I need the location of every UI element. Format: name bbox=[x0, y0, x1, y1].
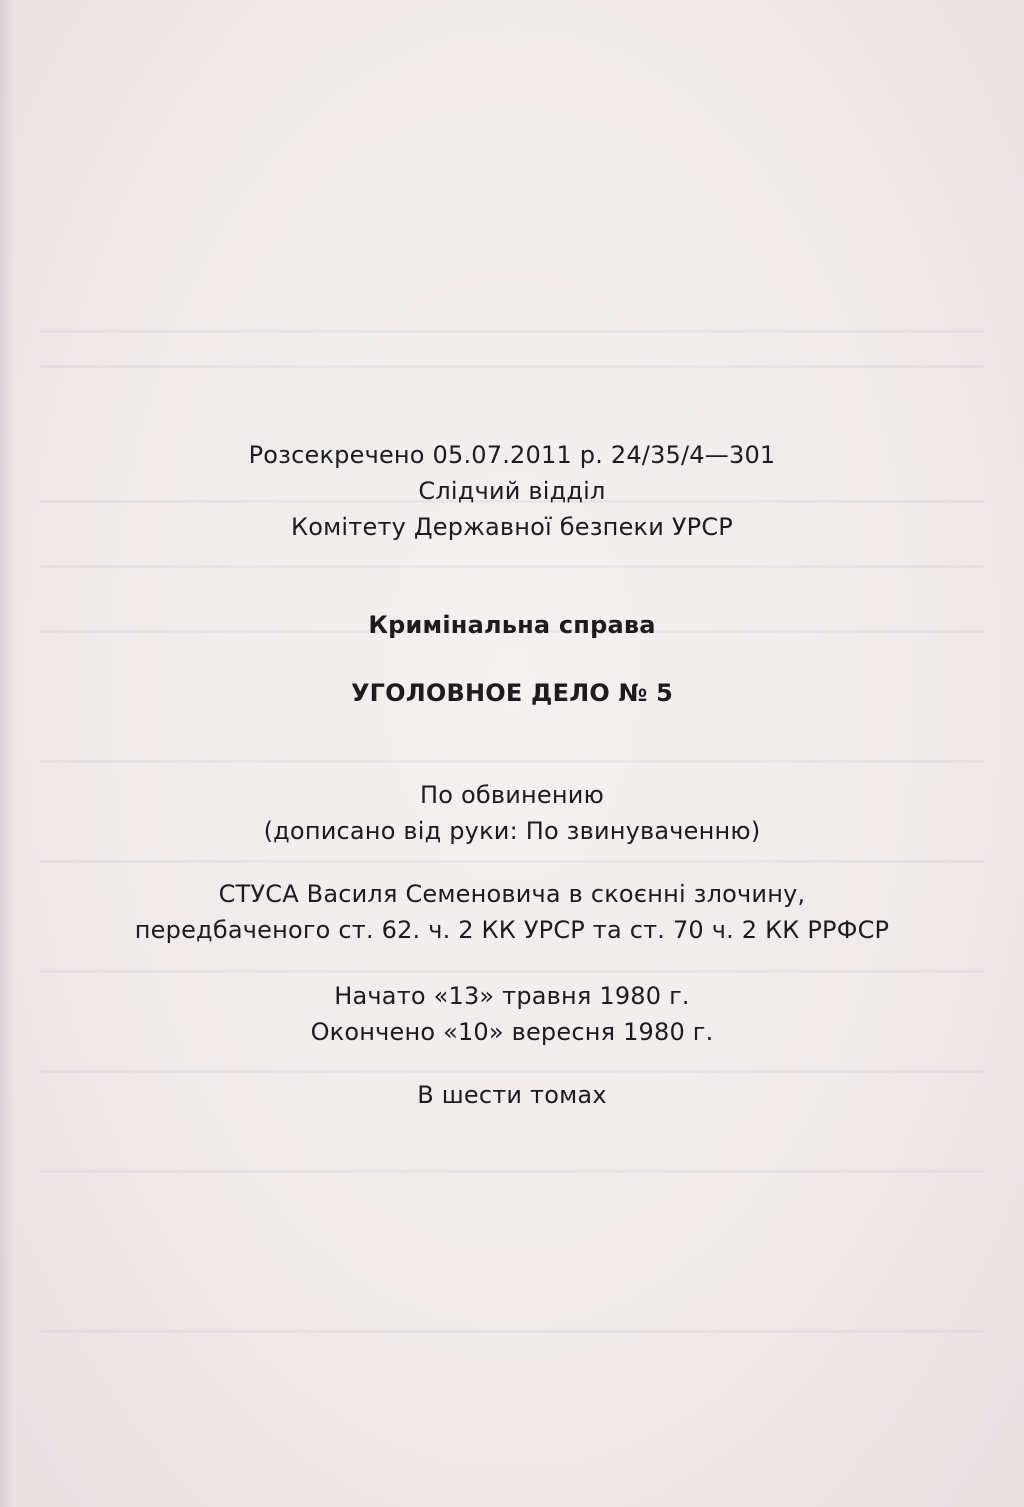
charge-articles: передбаченого ст. 62. ч. 2 КК УРСР та ст. 70 ч. 2 КК РРФСР bbox=[134, 916, 890, 944]
bleed-through-line bbox=[40, 970, 984, 973]
bleed-through-line bbox=[40, 1170, 984, 1173]
bleed-through-line bbox=[40, 365, 984, 368]
bleed-through-line bbox=[40, 1070, 984, 1073]
bleed-through-line bbox=[40, 330, 984, 333]
date-started: Начато «13» травня 1980 г. bbox=[334, 982, 690, 1010]
date-finished: Окончено «10» вересня 1980 г. bbox=[310, 1018, 714, 1046]
bleed-through-line bbox=[40, 760, 984, 763]
handwritten-note: (дописано від руки: По звинуваченню) bbox=[263, 817, 761, 845]
defendant-name: СТУСА Василя Семеновича в скоєнні злочину, bbox=[218, 880, 806, 908]
bleed-through-line bbox=[40, 860, 984, 863]
title-ukrainian: Кримінальна справа bbox=[368, 611, 656, 639]
declassified-stamp-text: Розсекречено 05.07.2011 р. 24/35/4—301 bbox=[248, 441, 776, 469]
bleed-through-line bbox=[40, 1330, 984, 1333]
dates-block bbox=[0, 978, 1024, 1050]
department-text: Слідчий відділ bbox=[418, 477, 606, 505]
page-edge-shadow bbox=[0, 0, 14, 1507]
title-russian: УГОЛОВНОЕ ДЕЛО № 5 bbox=[350, 679, 674, 707]
defendant-block bbox=[0, 876, 1024, 948]
bleed-through-line bbox=[40, 565, 984, 568]
declassification-header bbox=[0, 437, 1024, 545]
accusation-label: По обвинению bbox=[420, 781, 604, 809]
committee-text: Комітету Державної безпеки УРСР bbox=[291, 513, 733, 541]
volumes-text: В шести томах bbox=[417, 1081, 607, 1109]
accusation-block bbox=[0, 777, 1024, 849]
